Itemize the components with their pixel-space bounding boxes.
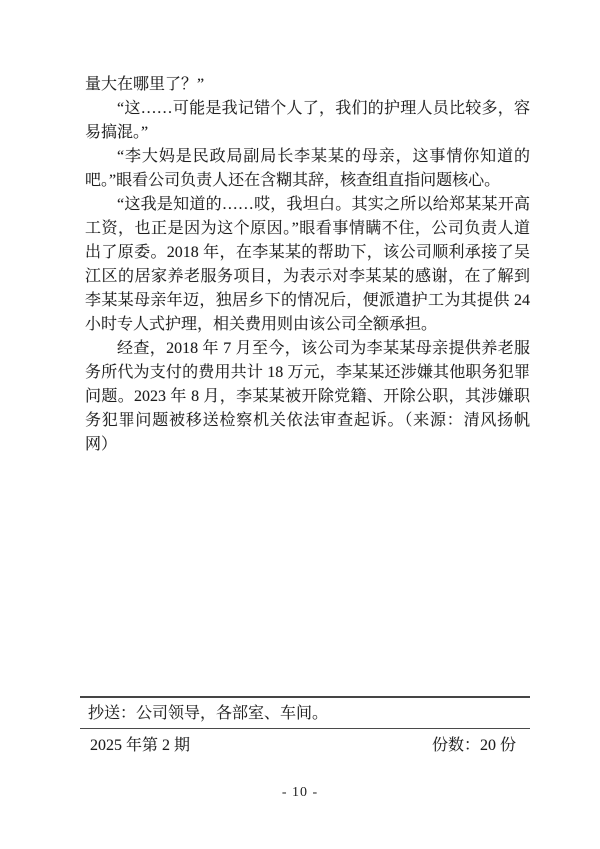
paragraph: 经查，2018 年 7 月至今，该公司为李某某母亲提供养老服务所代为支付的费用共计 18 万元，李某某还涉嫌其他职务犯罪问题。2023 年 8 月，李某某被开除党籍、开除公职，其涉嫌职务犯罪问题被移送检察机关依法审查起诉。（来源：清风扬帆网） [85,340,530,453]
issue-number: 2025 年第 2 期 [90,737,191,754]
body-text [85,73,530,457]
colophon [80,696,530,755]
paragraph: “这……可能是我记错个人了，我们的护理人员比较多，容易搞混。” [85,100,530,141]
paragraph: “这我是知道的……哎，我坦白。其实之所以给郑某某开高工资，也正是因为这个原因。”眼看事情瞒不住，公司负责人道出了原委。2018 年，在李某某的帮助下，该公司顺利承接了吴江区的居家养老服务项目，为表示对李某某的感谢，在了解到李某某母亲年迈，独居乡下的情况后，便派遣护工为其提供 24 小时专人式护理，相关费用则由该公司全额承担。 [85,196,530,333]
paragraph-continuation: 量大在哪里了？” [85,76,205,93]
page-number: - 10 - [281,785,319,800]
issue-row [80,729,530,755]
cc-line: 抄送：公司领导，各部室、车间。 [88,705,329,722]
paragraph: “李大妈是民政局副局长李某某的母亲，这事情你知道的吧。”眼看公司负责人还在含糊其辞，核查组直指问题核心。 [85,148,530,189]
copies-count: 份数：20 份 [431,737,516,754]
